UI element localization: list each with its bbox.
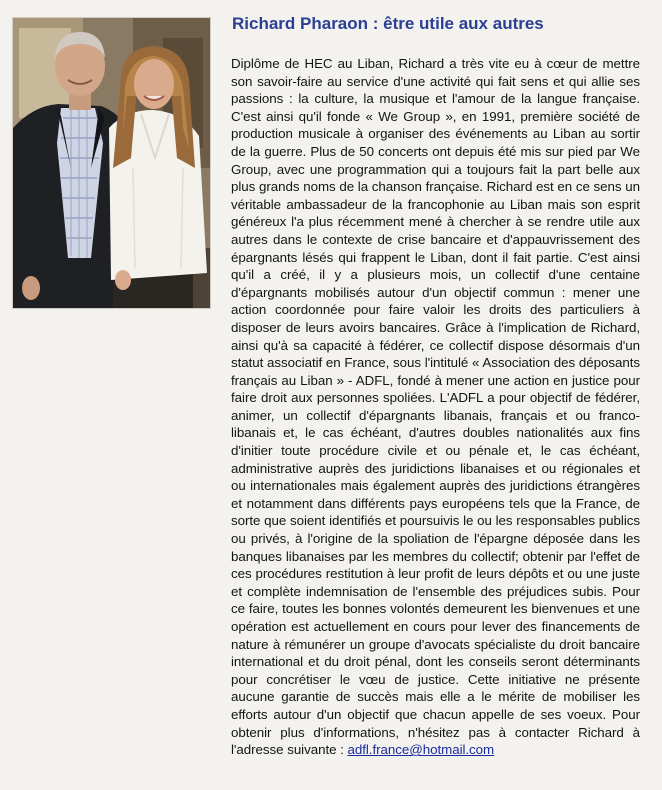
article-title: Richard Pharaon : être utile aux autres — [232, 14, 544, 33]
article-paragraph — [231, 55, 640, 759]
contact-email-link[interactable]: adfl.france@hotmail.com — [347, 742, 495, 758]
article-body — [231, 55, 640, 759]
article-body-text: Diplôme de HEC au Liban, Richard a très vite eu à cœur de mettre son savoir-faire au service d'une activité qui fait sens et qui allie ses passions : la culture, la musique et l'amour de la langue française. C'est ainsi qu'il fonde « We Group », en 1991, première société de production musicale à organiser des événements au Liban au sortir de la guerre. Plus de 50 concerts ont depuis été mis sur pied par We Group, avec une programmation qui a toujours fait la part belle aux plus grands noms de la chanson française. Richard est en ce sens un véritable ambassadeur de la francophonie au Liban mais son esprit généreux l'a plus récemment mené à chercher à se rendre utile aux autres dans le contexte de crise bancaire et d'appauvrissement des épargnants lésés qui frappent le Liban, dont il fait partie. C'est ainsi qu'il a créé, il y a plusieurs mois, un collectif d'une centaine d'épargnants mobilisés autour d'un objectif commun : mener une action coordonnée pour faire valoir les droits des particuliers à disposer de leurs avoirs bancaires. Grâce à l'implication de Richard, ainsi qu'à sa capacité à fédérer, ce collectif dispose désormais d'un statut associatif en France, sous l'intitulé « Association des déposants français au Liban » - ADFL, fondé à mener une action en justice pour faire droit aux personnes spoliées. L'ADFL a pour objectif de fédérer, animer, un collectif d'épargnants libanais, français et ou franco-libanais et, le cas échéant, d'autres doubles nationalités aux fins d'initier toute procédure civile et ou pénale et, le cas échéant, administrative auprès des juridictions libanaises et ou régionales et ou internationales mais également auprès des juridictions étrangères et notamment dans différents pays européens tels que la France, de sorte que soient identifiés et poursuivis le ou les responsables publics ou privés, à l'origine de la spoliation de l'épargne déposée dans les banques libanaises par les membres du collectif; obtenir par l'effet de ces procédures restitution à leur profit de leurs dépôts et ou une juste et complète indemnisation de l'ensemble des préjudices subis. Pour ce faire, toutes les bonnes volontés demeurent les bienvenues et une opération est actuellement en cours pour lever des financements de nature à rémunérer un groupe d'avocats spécialiste du droit bancaire international et du droit pénal, dont les conseils seront déterminants pour concrétiser le vœu de justice. Cette initiative ne présente aucune garantie de succès mais elle a le mérite de mobiliser les efforts autour d'un objectif que chacun appelle de ses voeux. Pour obtenir plus d'informations, n'hésitez pas à contacter Richard à l'adresse suivante : — [231, 56, 640, 758]
portrait-photo — [12, 17, 211, 309]
